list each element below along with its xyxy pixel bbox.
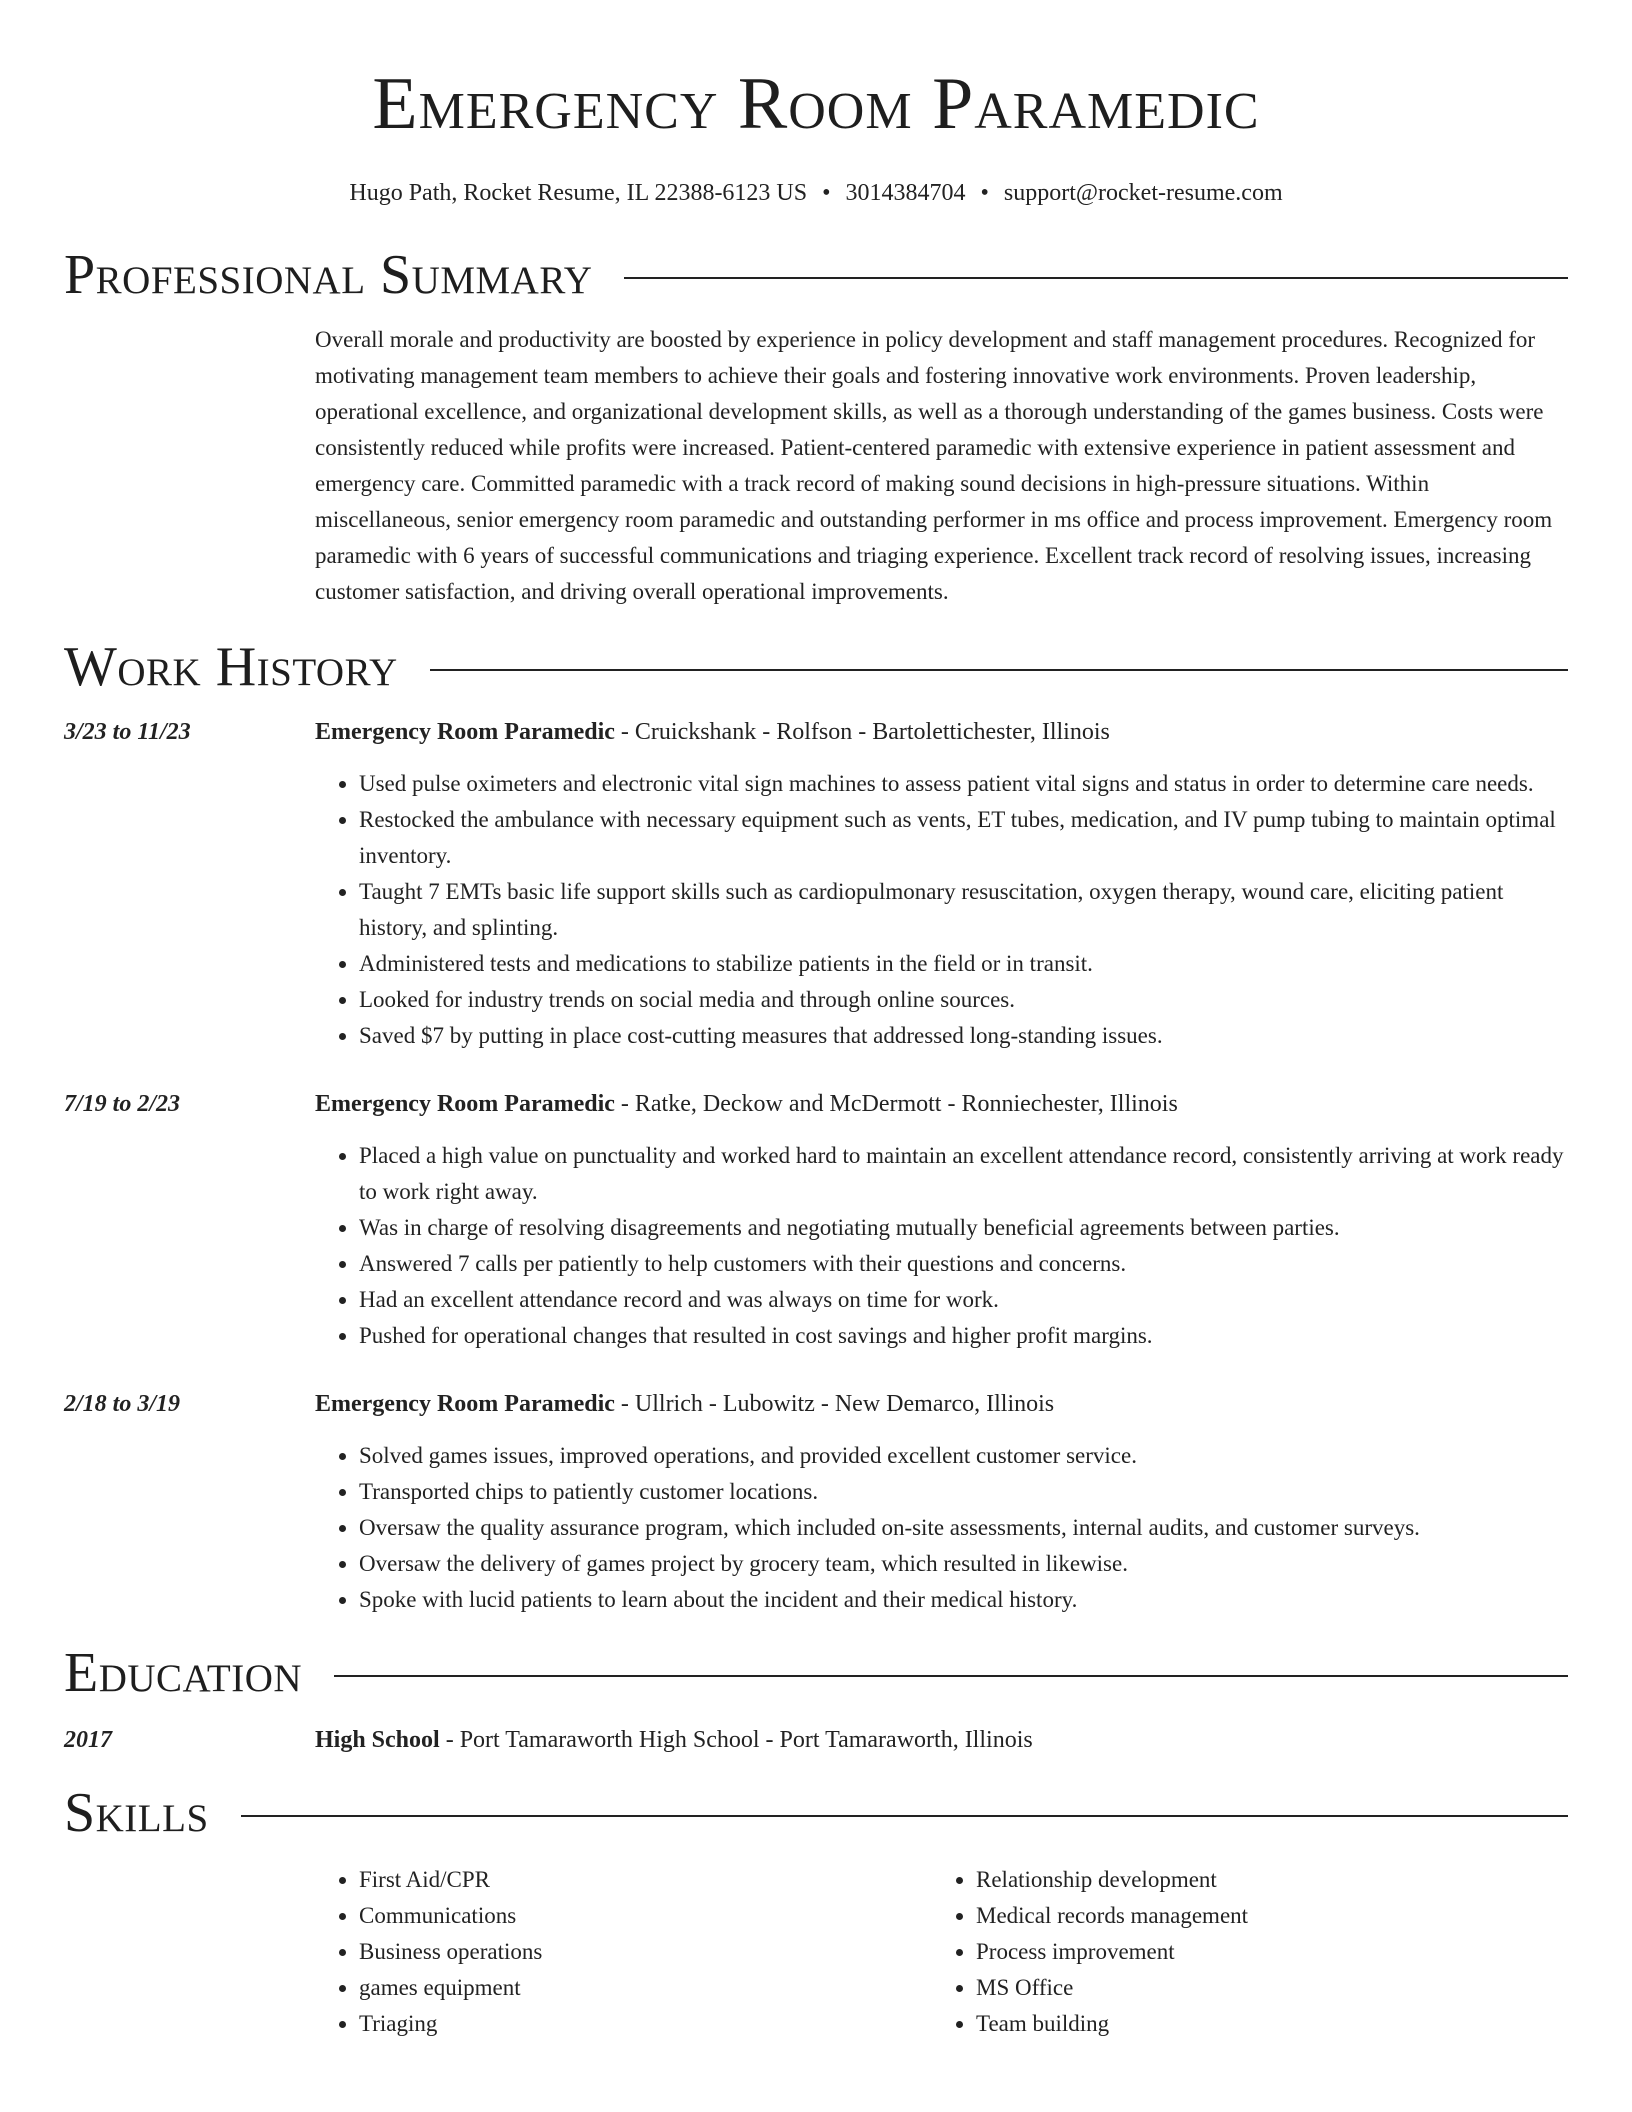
- job-bullets: [315, 1438, 1568, 1618]
- contact-separator: •: [980, 180, 989, 206]
- list-item: • Team building: [976, 2006, 1549, 2042]
- education-degree: High School: [315, 1727, 440, 1753]
- education-year: 2017: [64, 1727, 112, 1753]
- contact-address: Hugo Path, Rocket Resume, IL 22388-6123 US: [349, 180, 808, 206]
- list-item: • Taught 7 EMTs basic life support skills such as cardiopulmonary resuscitation, oxygen therapy, wound care, eliciting patient history, and splinting.: [359, 874, 1568, 946]
- list-item: • Oversaw the delivery of games project by grocery team, which resulted in likewise.: [359, 1546, 1568, 1582]
- skills-row: [64, 1862, 1568, 2042]
- list-item: • Saved $7 by putting in place cost-cutting measures that addressed long-standing issues.: [359, 1018, 1568, 1054]
- list-item: • Medical records management: [976, 1898, 1549, 1934]
- resume-title: Emergency Room Paramedic: [372, 63, 1260, 145]
- list-item: • Triaging: [359, 2006, 932, 2042]
- list-item: • Restocked the ambulance with necessary equipment such as vents, ET tubes, medication, and IV pump tubing to maintain optimal inventory.: [359, 802, 1568, 874]
- job-details: - Ullrich - Lubowitz - New Demarco, Illinois: [614, 1391, 1055, 1417]
- job-dates: 3/23 to 11/23: [64, 719, 191, 745]
- skills-column-left: [315, 1862, 932, 2042]
- list-item: • Had an excellent attendance record and was always on time for work.: [359, 1282, 1568, 1318]
- list-item: • games equipment: [359, 1970, 932, 2006]
- list-item: • First Aid/CPR: [359, 1862, 932, 1898]
- list-item: • Relationship development: [976, 1862, 1549, 1898]
- section-divider: [334, 1675, 1568, 1677]
- list-item: • Solved games issues, improved operations, and provided excellent customer service.: [359, 1438, 1568, 1474]
- job-title: Emergency Room Paramedic: [315, 719, 615, 745]
- list-item: • Spoke with lucid patients to learn about the incident and their medical history.: [359, 1582, 1568, 1618]
- list-item: • Looked for industry trends on social media and through online sources.: [359, 982, 1568, 1018]
- job-bullets: [315, 766, 1568, 1054]
- education-entry: [64, 1722, 1568, 1758]
- contact-phone: 3014384704: [845, 180, 966, 206]
- list-item: • Used pulse oximeters and electronic vital sign machines to assess patient vital signs and status in order to determine care needs.: [359, 766, 1568, 802]
- job-title: Emergency Room Paramedic: [315, 1091, 615, 1117]
- job-entry: [64, 714, 1568, 1054]
- job-heading: [315, 714, 1568, 750]
- skills-column-right: [932, 1862, 1549, 2042]
- list-item: • Administered tests and medications to stabilize patients in the field or in transit.: [359, 946, 1568, 982]
- job-dates: 7/19 to 2/23: [64, 1091, 181, 1117]
- skills-list: [315, 1862, 1549, 2042]
- list-item: • Business operations: [359, 1934, 932, 1970]
- list-item: • Placed a high value on punctuality and worked hard to maintain an excellent attendance record, consistently arriving at work ready to work right away.: [359, 1138, 1568, 1210]
- education-section-header: [64, 1640, 1568, 1706]
- section-divider: [430, 669, 1568, 671]
- work-heading: Work History: [64, 636, 398, 698]
- list-item: • Communications: [359, 1898, 932, 1934]
- list-item: • Was in charge of resolving disagreements and negotiating mutually beneficial agreements between parties.: [359, 1210, 1568, 1246]
- contact-line: [64, 178, 1568, 208]
- job-entry: [64, 1386, 1568, 1618]
- job-details: - Ratke, Deckow and McDermott - Ronniechester, Illinois: [614, 1091, 1178, 1117]
- education-heading: Education: [64, 1642, 303, 1704]
- job-details: - Cruickshank - Rolfson - Bartolettichester, Illinois: [614, 719, 1110, 745]
- list-item: • Pushed for operational changes that resulted in cost savings and higher profit margins.: [359, 1318, 1568, 1354]
- summary-heading: Professional Summary: [64, 244, 593, 306]
- summary-text: Overall morale and productivity are boosted by experience in policy development and staff management procedures. Recognized for motivating management team members to achieve their goals and fostering innovative work environments. Proven leadership, operational excellence, and organizational development skills, as well as a thorough understanding of the games business. Costs were consistently reduced while profits were increased. Patient-centered paramedic with extensive experience in patient assessment and emergency care. Committed paramedic with a track record of making sound decisions in high-pressure situations. Within miscellaneous, senior emergency room paramedic and outstanding performer in ms office and process improvement. Emergency room paramedic with 6 years of successful communications and triaging experience. Excellent track record of resolving issues, increasing customer satisfaction, and driving overall operational improvements.: [315, 327, 1553, 604]
- summary-row: [64, 322, 1568, 610]
- job-title: Emergency Room Paramedic: [315, 1391, 615, 1417]
- list-item: • Oversaw the quality assurance program, which included on-site assessments, internal audits, and customer surveys.: [359, 1510, 1568, 1546]
- job-heading: [315, 1386, 1568, 1422]
- contact-email: support@rocket-resume.com: [1003, 180, 1283, 206]
- contact-separator: •: [822, 180, 831, 206]
- skills-section-header: [64, 1780, 1568, 1846]
- list-item: • Transported chips to patiently customer locations.: [359, 1474, 1568, 1510]
- job-dates: 2/18 to 3/19: [64, 1391, 181, 1417]
- job-bullets: [315, 1138, 1568, 1354]
- skills-heading: Skills: [64, 1782, 209, 1844]
- job-heading: [315, 1086, 1568, 1122]
- job-entry: [64, 1086, 1568, 1354]
- section-divider: [241, 1815, 1568, 1817]
- list-item: • Answered 7 calls per patiently to help customers with their questions and concerns.: [359, 1246, 1568, 1282]
- work-section-header: [64, 634, 1568, 700]
- section-divider: [624, 277, 1568, 279]
- education-details: - Port Tamaraworth High School - Port Tamaraworth, Illinois: [439, 1727, 1033, 1753]
- summary-section-header: [64, 242, 1568, 308]
- list-item: • Process improvement: [976, 1934, 1549, 1970]
- list-item: • MS Office: [976, 1970, 1549, 2006]
